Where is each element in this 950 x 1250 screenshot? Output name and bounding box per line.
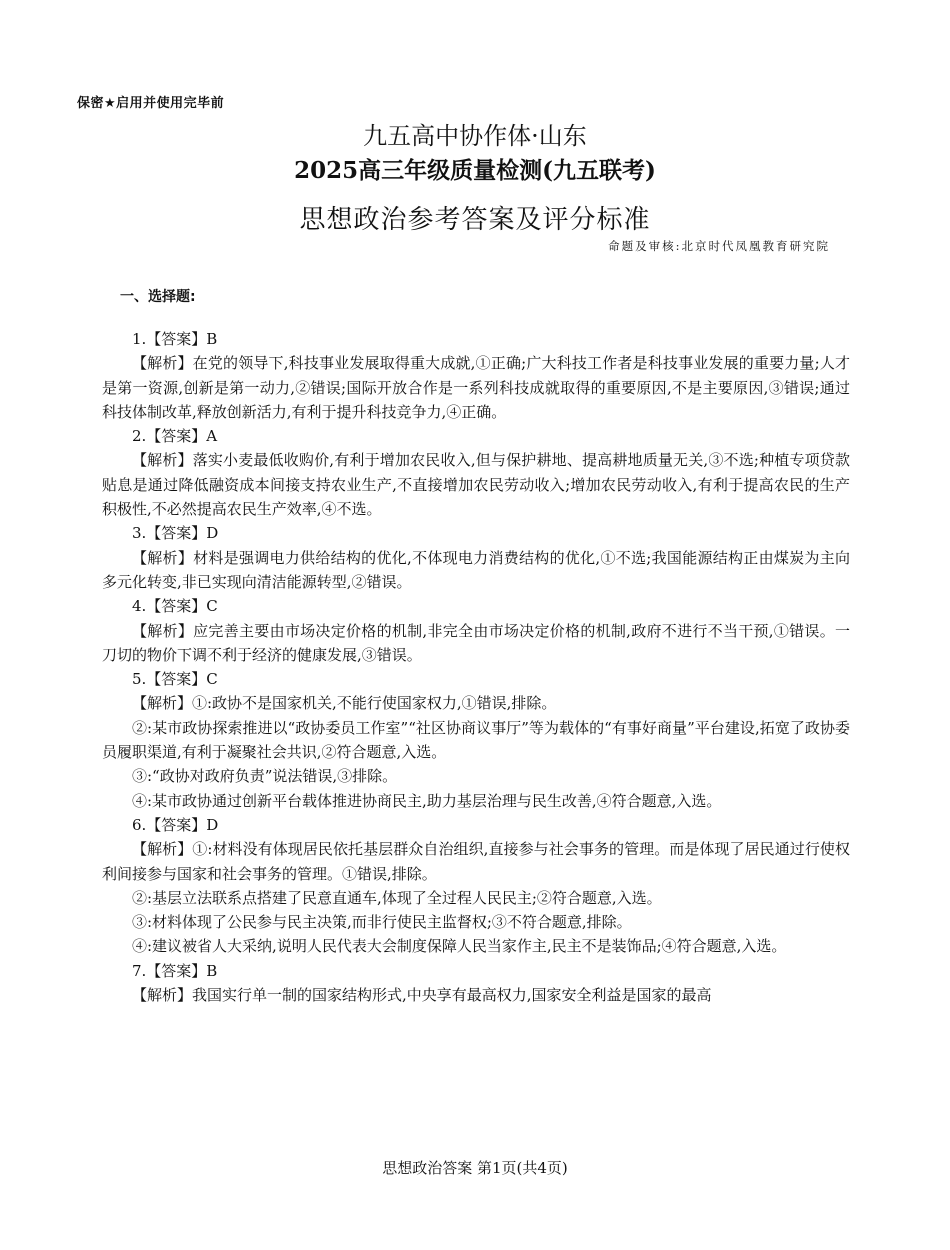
question-5 <box>102 667 850 813</box>
explanation-paragraph: 【解析】①:材料没有体现居民依托基层群众自治组织,直接参与社会事务的管理。而是体现了居民通过行使权利间接参与国家和社会事务的管理。①错误,排除。 <box>102 840 850 883</box>
explanation-paragraph: ②:某市政协探索推进以“政协委员工作室”“社区协商议事厅”等为载体的“有事好商量”平台建设,拓宽了政协委员履职渠道,有利于凝聚社会共识,②符合题意,入选。 <box>102 718 850 762</box>
explanation-paragraph: ②:基层立法联系点搭建了民意直通车,体现了全过程人民民主;②符合题意,入选。 <box>132 888 662 907</box>
explanation-paragraph: 【解析】我国实行单一制的国家结构形式,中央享有最高权力,国家安全利益是国家的最高 <box>132 986 712 1005</box>
page-footer: 思想政治答案 第1页(共4页) <box>382 1159 568 1177</box>
answer-line: 2.【答案】A <box>132 427 218 446</box>
credit-line: 命题及审核:北京时代凤凰教育研究院 <box>608 239 830 253</box>
confidential-mark: 保密★启用并使用完毕前 <box>77 96 225 111</box>
answer-line: 3.【答案】D <box>132 524 219 543</box>
answer-line: 4.【答案】C <box>132 597 218 616</box>
explanation-paragraph: 【解析】在党的领导下,科技事业发展取得重大成就,①正确;广大科技工作者是科技事业发展的重要力量;人才是第一资源,创新是第一动力,②错误;国际开放合作是一系列科技成就取得的重要原因,不是主要原因,③错误;通过科技体制改革,释放创新活力,有利于提升科技竞争力,④正确。 <box>102 354 850 421</box>
title-line-2: 2025高三年级质量检测(九五联考) <box>294 157 656 184</box>
explanation-paragraph: 【解析】材料是强调电力供给结构的优化,不体现电力消费结构的优化,①不选;我国能源结构正由煤炭为主向多元化转变,非已实现向清洁能源转型,②错误。 <box>102 548 850 591</box>
explanation-paragraph: ④:建议被省人大采纳,说明人民代表大会制度保障人民当家作主,民主不是装饰品;④符合题意,入选。 <box>132 937 787 956</box>
title-line-1: 九五高中协作体·山东 <box>363 122 587 150</box>
explanation-paragraph: 【解析】应完善主要由市场决定价格的机制,非完全由市场决定价格的机制,政府不进行不当干预,①错误。一刀切的物价下调不利于经济的健康发展,③错误。 <box>102 621 850 664</box>
question-4 <box>102 594 850 667</box>
question-3 <box>102 521 850 594</box>
question-7 <box>102 959 850 1008</box>
explanation-paragraph: 【解析】①:政协不是国家机关,不能行使国家权力,①错误,排除。 <box>132 694 557 713</box>
explanation-paragraph: ③:“政协对政府负责”说法错误,③排除。 <box>132 767 398 786</box>
answer-line: 7.【答案】B <box>132 961 218 980</box>
section-title: 一、选择题: <box>120 289 196 305</box>
question-6 <box>102 813 850 959</box>
answer-line: 1.【答案】B <box>132 330 218 348</box>
explanation-paragraph: 【解析】落实小麦最低收购价,有利于增加农民收入,但与保护耕地、提高耕地质量无关,③不选;种植专项贷款贴息是通过降低融资成本间接支持农业生产,不直接增加农民劳动收入;增加农民劳动收入,有利于提高农民的生产积极性,不必然提高农民生产效率,④不选。 <box>102 451 850 519</box>
title-line-3: 思想政治参考答案及评分标准 <box>299 205 651 235</box>
question-2 <box>102 424 850 521</box>
question-1 <box>102 327 850 424</box>
explanation-paragraph: ④:某市政协通过创新平台载体推进协商民主,助力基层治理与民生改善,④符合题意,入选。 <box>132 791 722 810</box>
answer-list <box>102 327 850 1007</box>
explanation-paragraph: ③:材料体现了公民参与民主决策,而非行使民主监督权;③不符合题意,排除。 <box>132 913 632 932</box>
answer-line: 6.【答案】D <box>132 815 219 834</box>
answer-line: 5.【答案】C <box>132 670 218 689</box>
